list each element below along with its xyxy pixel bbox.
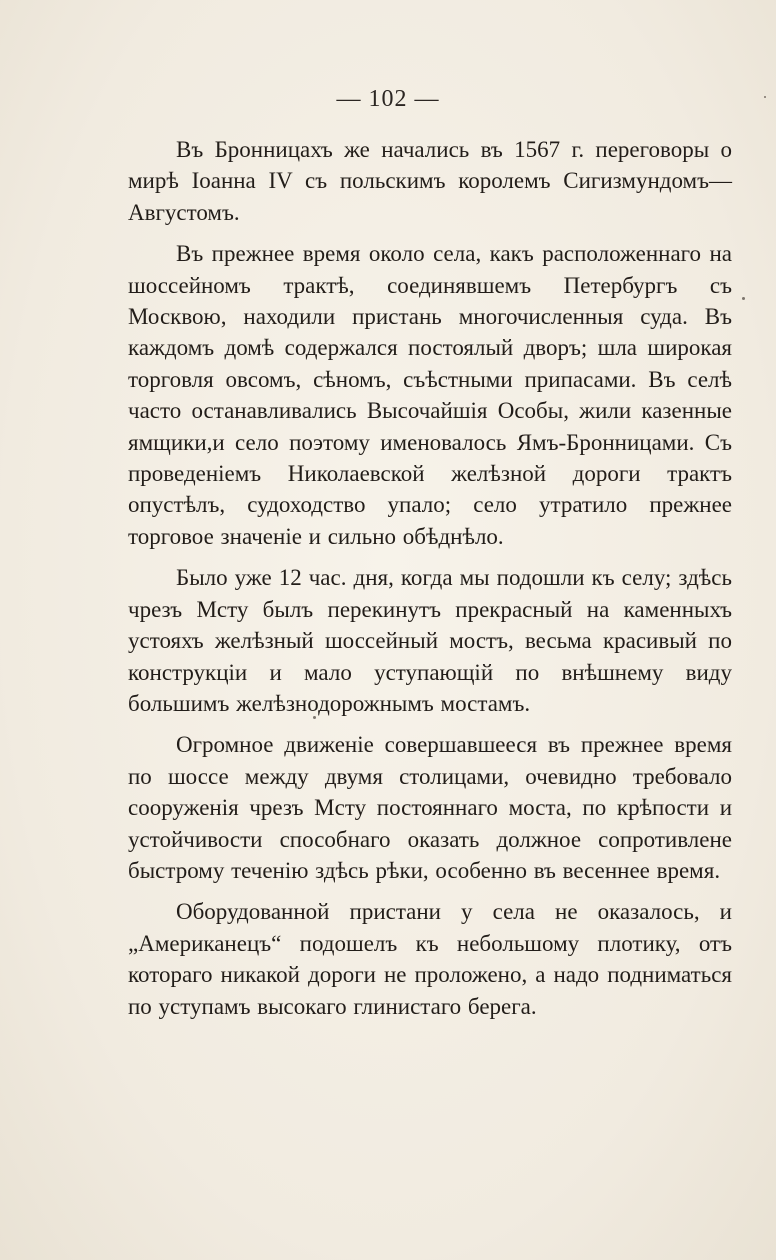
paragraph-2: Въ прежнее время около села, какъ расположеннаго на шоссейномъ трактѣ, соединявшемъ Петербургъ съ Москвою, находили пристань многочисленныя суда. Въ каждомъ домѣ содержался постоялый дворъ; шла широкая торговля овсомъ, сѣномъ, съѣстными припасами. Въ селѣ часто останавливались Высочайшія Особы, жили казенные ямщики,и село поэтому именовалось Ямъ-Бронницами. Съ проведеніемъ Николаевской желѣзной дороги трактъ опустѣлъ, судоходство упало; село утратило прежнее торговое значеніе и сильно обѣднѣло. (128, 241, 732, 549)
paragraph-4: Огромное движеніе совершавшееся въ прежнее время по шоссе между двумя столицами, очевидно требовало сооруженія чрезъ Мсту постояннаго моста, по крѣпости и устойчивости способнаго оказать должное сопротивлене быстрому теченію здѣсь рѣки, особенно въ весеннее время. (128, 732, 732, 883)
body-text (128, 134, 732, 1022)
print-speck (313, 716, 316, 719)
paragraph-5: Оборудованной пристани у села не оказалось, и „Американецъ“ подошелъ къ небольшому плотику, отъ котораго никакой дороги не проложено, а надо подниматься по уступамъ высокаго глинистаго берега. (128, 899, 732, 1019)
print-speck (764, 96, 766, 98)
print-speck (742, 297, 745, 300)
paragraph-1: Въ Бронницахъ же начались въ 1567 г. переговоры о мирѣ Іоанна IV съ польскимъ королемъ Сигизмундомъ—Августомъ. (128, 137, 732, 225)
page-number: — 102 — (336, 86, 440, 112)
paragraph-3: Было уже 12 час. дня, когда мы подошли къ селу; здѣсь чрезъ Мсту былъ перекинутъ прекрасный на каменныхъ устояхъ желѣзный шоссейный мостъ, весьма красивый по конструкціи и мало уступающій по внѣшнему виду большимъ желѣзнодорожнымъ мостамъ. (128, 565, 732, 716)
